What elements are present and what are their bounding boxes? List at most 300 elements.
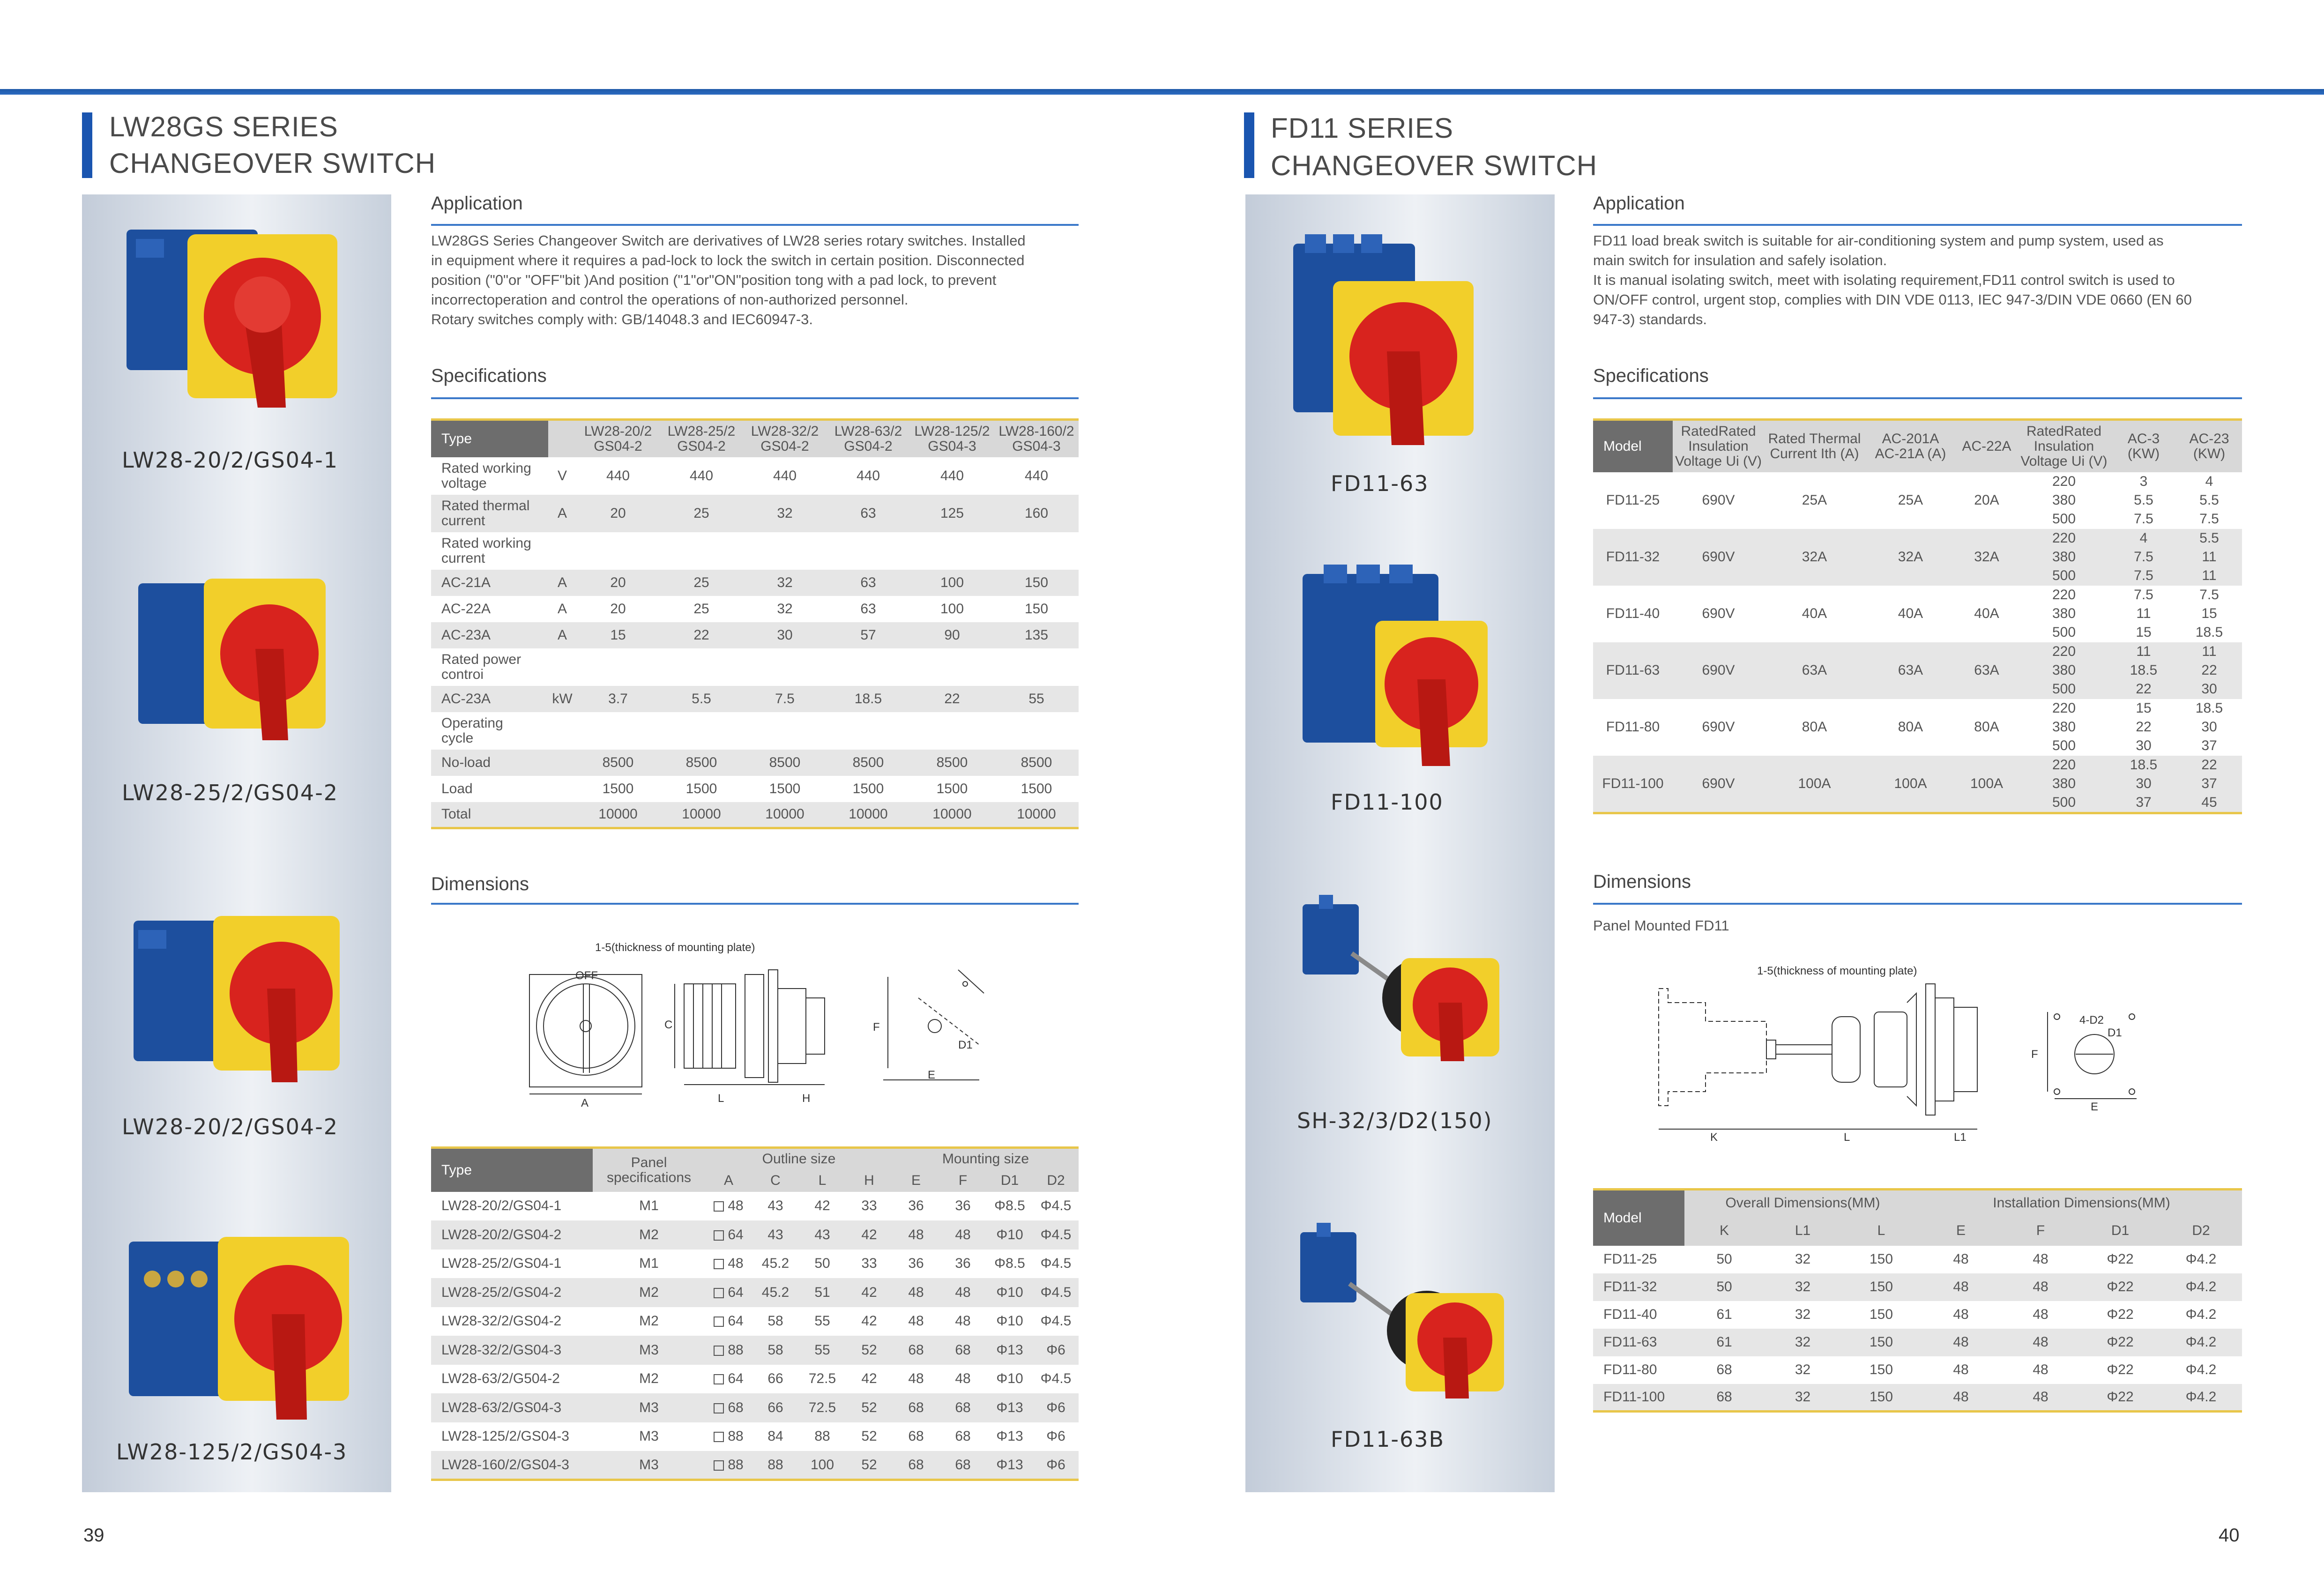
right-dimensions-table: Model Overall Dimensions(MM) Installation Dimensions(MM) K L1 L E F D1 D2 FD11-25 50 32 150 48 48 Φ22 Φ4.2 FD11-32 50 32 150 48 48 Φ22 Φ4.2 FD11-40 61 32 150 48 48 Φ22 Φ4.2 FD11-63 61 32 150 48 48 Φ22 Φ4.2 FD11-80 68 32 150 48 48 Φ22 Φ4.2 FD11-100 68 32 150 48 48 Φ22 Φ4.2 — [1593, 1188, 2242, 1413]
dim-cell: 68 — [955, 1428, 971, 1444]
right-dim-cell: 150 — [1869, 1251, 1893, 1267]
dim-cell: 66 — [767, 1371, 783, 1387]
right-spec-model: FD11-100 — [1593, 756, 1673, 813]
spec-row-unit — [548, 532, 576, 570]
right-spec-model: FD11-63 — [1593, 642, 1673, 699]
spec-cell: 125 — [910, 495, 994, 532]
right-dim-cell: 32 — [1764, 1273, 1841, 1301]
spec-cell: 440 — [940, 468, 964, 484]
dim-cell: 68 — [893, 1393, 939, 1422]
dim-cell: Φ10 — [986, 1278, 1033, 1307]
spec-row — [431, 457, 1079, 495]
spec-cell: 32 — [743, 495, 827, 532]
right-dim-cell: 48 — [2033, 1251, 2048, 1267]
spec-row — [431, 686, 1079, 712]
dim-cell: Φ4.5 — [1040, 1198, 1072, 1214]
spec-cell: 150 — [1024, 601, 1049, 617]
spec-row-label: Total — [431, 802, 548, 828]
svg-text:F: F — [2031, 1048, 2038, 1061]
right-spec-cell: 20A — [1974, 492, 1999, 508]
dim-a-cell: 64 — [705, 1278, 752, 1307]
spec-cell: 10000 — [660, 802, 743, 828]
spec-cell: 30 — [743, 622, 827, 648]
right-dim-cell: Φ22 — [2107, 1251, 2134, 1267]
spec-cell: 10000 — [827, 802, 910, 828]
right-dim-cell: Φ22 — [2080, 1273, 2160, 1301]
spec-row-label: AC-23A — [431, 686, 548, 712]
dim-cell: 52 — [861, 1428, 877, 1444]
spec-cell: 440 — [689, 468, 714, 484]
spec-cell: 15 — [576, 622, 660, 648]
right-dim-cell: Φ4.2 — [2160, 1384, 2242, 1412]
dim-a-cell: 48 — [705, 1192, 752, 1221]
right-spec-row — [1593, 756, 2242, 813]
square-icon — [714, 1403, 724, 1413]
right-spec-multi: 220 380 500 — [2052, 474, 2076, 527]
dim-cell: 45.2 — [752, 1278, 799, 1307]
right-dim-cell: Φ22 — [2080, 1329, 2160, 1356]
right-spec-cell: 25A — [1898, 492, 1923, 508]
right-dim-model: FD11-80 — [1603, 1362, 1657, 1377]
right-dim-cell: 32 — [1764, 1329, 1841, 1356]
spec-cell: 8500 — [660, 750, 743, 776]
spec-row — [431, 570, 1079, 596]
dim-cell: Φ10 — [996, 1371, 1023, 1387]
right-dim-row — [1593, 1384, 2242, 1412]
right-dim-model: FD11-40 — [1603, 1307, 1657, 1322]
square-icon — [714, 1432, 724, 1442]
right-title-line2: CHANGEOVER SWITCH — [1271, 150, 1598, 181]
spec-cell: 150 — [994, 570, 1079, 596]
spec-cell — [660, 532, 743, 570]
right-spec-model: FD11-32 — [1593, 529, 1673, 586]
right-spec-cell: 690V — [1702, 719, 1735, 735]
dim-cell: 84 — [767, 1428, 783, 1444]
dim-a-cell: 48 — [705, 1250, 752, 1279]
product-label-1: LW28-20/2/GS04-1 — [122, 447, 339, 473]
installation-dimensions-header: Installation Dimensions(MM) — [1921, 1190, 2242, 1216]
svg-text:L: L — [718, 1092, 724, 1105]
dim-cell: 72.5 — [799, 1393, 846, 1422]
dim-cell: 68 — [893, 1451, 939, 1480]
right-spec-model: FD11-80 — [1606, 719, 1660, 735]
spec-row-label: Rated working voltage — [441, 460, 531, 491]
dim-panel-header: Panel specifications — [593, 1148, 705, 1192]
spec-cell — [827, 648, 910, 686]
right-dim-cell: 48 — [2001, 1273, 2080, 1301]
product-label-4: LW28-125/2/GS04-3 — [116, 1439, 348, 1465]
spec-cell: 440 — [1024, 468, 1049, 484]
spec-row — [431, 802, 1079, 828]
right-dim-cell: 61 — [1684, 1329, 1764, 1356]
right-dim-cell: 150 — [1841, 1384, 1921, 1412]
dim-row — [431, 1336, 1079, 1365]
dim-cell: Φ4.5 — [1040, 1313, 1072, 1329]
dim-cell: 36 — [908, 1256, 924, 1272]
product-label-3: LW28-20/2/GS04-2 — [122, 1114, 339, 1139]
square-icon — [714, 1317, 724, 1327]
dim-cell: 42 — [814, 1198, 830, 1214]
square-icon — [714, 1259, 724, 1269]
dim-panel-cell: M2 — [593, 1278, 705, 1307]
spec-cell: 440 — [773, 468, 797, 484]
dim-cell: 68 — [893, 1336, 939, 1365]
dim-cell: 58 — [752, 1336, 799, 1365]
spec-cell: 100 — [940, 601, 964, 617]
right-spec-multi: 22 37 45 — [2176, 756, 2242, 813]
left-title-line2: CHANGEOVER SWITCH — [109, 148, 436, 179]
spec-row-label: Rated power controi — [441, 651, 521, 682]
spec-cell: 20 — [610, 601, 626, 617]
spec-cell: 63 — [827, 495, 910, 532]
spec-cell: 1500 — [602, 781, 634, 796]
right-dim-cell: 32 — [1795, 1307, 1811, 1322]
dim-cell: 48 — [908, 1371, 924, 1387]
dim-cell: 36 — [955, 1256, 971, 1272]
svg-text:D1: D1 — [2108, 1027, 2122, 1039]
right-dim-cell: Φ4.2 — [2185, 1251, 2217, 1267]
right-spec-row — [1593, 642, 2242, 699]
right-spec-multi: 7.5 11 15 — [2134, 587, 2153, 640]
svg-text:H: H — [802, 1092, 811, 1105]
spec-row — [431, 532, 1079, 570]
dim-cell: 42 — [846, 1278, 893, 1307]
right-dimensions-title: Dimensions — [1593, 871, 1691, 892]
dim-cell: 68 — [939, 1451, 986, 1480]
spec-row-unit: A — [557, 601, 567, 617]
dim-panel-cell: M2 — [593, 1220, 705, 1250]
spec-row-label: AC-22A — [441, 601, 491, 617]
dim-panel-cell: M3 — [593, 1336, 705, 1365]
dim-cell: 48 — [955, 1371, 971, 1387]
dim-cell: 33 — [861, 1198, 877, 1214]
right-spec-model: FD11-25 — [1606, 492, 1660, 508]
dim-cell: Φ13 — [986, 1451, 1033, 1480]
dim-panel-cell: M2 — [639, 1371, 659, 1387]
spec-cell: 25 — [693, 601, 709, 617]
spec-cell: 135 — [994, 622, 1079, 648]
spec-col-header: LW28-125/2 GS04-3 — [910, 420, 994, 457]
right-spec-cell: 63A — [1764, 642, 1865, 699]
dim-cell: 68 — [908, 1428, 924, 1444]
dim-cell: 100 — [799, 1451, 846, 1480]
dim-cell: Φ4.5 — [1033, 1220, 1079, 1250]
spec-row — [431, 622, 1079, 648]
left-dimensions-title: Dimensions — [431, 874, 529, 894]
dim-a-cell: 88 — [705, 1422, 752, 1451]
product-photo-sh-32-3-d2 — [1296, 893, 1511, 1071]
right-dim-model: FD11-100 — [1593, 1384, 1684, 1412]
spec-cell — [994, 532, 1079, 570]
spec-row-unit — [548, 648, 576, 686]
right-spec-model-header: Model — [1593, 420, 1673, 472]
right-dim-cell: 32 — [1764, 1384, 1841, 1412]
right-spec-cell: 690V — [1702, 492, 1735, 508]
right-dim-cell: 68 — [1684, 1384, 1764, 1412]
spec-row-unit — [548, 712, 576, 750]
dim-panel-cell: M3 — [593, 1393, 705, 1422]
dim-row — [431, 1393, 1079, 1422]
right-dim-cell: 32 — [1795, 1251, 1811, 1267]
right-dim-cell: 32 — [1795, 1362, 1811, 1377]
right-dim-cell: 150 — [1841, 1329, 1921, 1356]
dim-a-cell: 64 — [705, 1220, 752, 1250]
spec-cell: 20 — [576, 570, 660, 596]
dim-type-header: Type — [431, 1148, 593, 1192]
dim-cell: 88 — [814, 1428, 830, 1444]
spec-row-label: Rated thermal current — [431, 495, 548, 532]
spec-cell — [910, 532, 994, 570]
spec-cell — [743, 712, 827, 750]
dim-cell: Φ13 — [986, 1393, 1033, 1422]
dim-cell: 43 — [799, 1220, 846, 1250]
right-spec-multi: 7.5 15 18.5 — [2195, 587, 2223, 640]
svg-text:E: E — [928, 1069, 936, 1081]
right-spec-cell: 32A — [1764, 529, 1865, 586]
right-dim-cell: Φ22 — [2107, 1307, 2134, 1322]
left-spec-table — [431, 418, 1079, 829]
dim-cell: Φ6 — [1033, 1451, 1079, 1480]
spec-row-unit: V — [557, 468, 567, 484]
product-photo-fd11-100 — [1296, 560, 1497, 775]
spec-cell: 1500 — [769, 781, 801, 796]
square-icon — [714, 1230, 724, 1241]
product-photo-lw28-125-gs04-3 — [124, 1223, 358, 1434]
left-title-line1: LW28GS SERIES — [109, 111, 338, 142]
dim-cell: 43 — [767, 1198, 783, 1214]
spec-cell: 1500 — [1020, 781, 1052, 796]
right-dimension-drawing — [1654, 956, 2179, 1143]
spec-cell: 1500 — [852, 781, 884, 796]
dim-cell: 88 — [752, 1451, 799, 1480]
dim-cell: 45.2 — [761, 1256, 790, 1272]
right-dim-cell: 48 — [2033, 1307, 2048, 1322]
right-dim-cell: 50 — [1684, 1273, 1764, 1301]
spec-row — [431, 712, 1079, 750]
right-spec-cell: 25A — [1802, 492, 1827, 508]
svg-text:D1: D1 — [958, 1039, 973, 1051]
dim-cell: Φ6 — [1033, 1393, 1079, 1422]
spec-cell: 5.5 — [660, 686, 743, 712]
square-icon — [714, 1288, 724, 1298]
dim-cell: 42 — [846, 1220, 893, 1250]
right-spec-cell: 690V — [1673, 642, 1764, 699]
right-specifications-title: Specifications — [1593, 365, 1709, 386]
right-dim-cell: 48 — [1921, 1384, 2001, 1412]
right-spec-multi: 220 380 500 — [2017, 756, 2111, 813]
dim-cell: 48 — [955, 1313, 971, 1329]
right-dim-cell: Φ4.2 — [2185, 1307, 2217, 1322]
dim-row — [431, 1250, 1079, 1279]
product-label-8: FD11-63B — [1331, 1427, 1445, 1452]
right-dim-row — [1593, 1301, 2242, 1329]
spec-cell: 440 — [606, 468, 630, 484]
dim-cell: 33 — [861, 1256, 877, 1272]
right-spec-cell: 690V — [1702, 606, 1735, 621]
spec-row-label: AC-21A — [431, 570, 548, 596]
spec-cell: 10000 — [910, 802, 994, 828]
right-application-text: FD11 load break switch is suitable for air-conditioning system and pump system, used as main switch for insulation and safely isolation. It is manual isolating switch, meet with isolating requirement,FD11 control switch is used to ON/OFF control, urgent stop, complies with DIN VDE 0113, IEC 947-3/DIN VDE 0660 (EN 60 947-3) standards. — [1593, 232, 2192, 327]
spec-cell: 1500 — [936, 781, 968, 796]
right-spec-multi: 220 380 500 — [2052, 700, 2076, 753]
spec-col-header: LW28-32/2 GS04-2 — [743, 420, 827, 457]
dim-cell: 58 — [767, 1313, 783, 1329]
dim-cell: 36 — [955, 1198, 971, 1214]
right-spec-cell: 63A — [1865, 642, 1956, 699]
right-spec-multi: 220 380 500 — [2017, 529, 2111, 586]
right-dim-cell: 48 — [1953, 1307, 1969, 1322]
right-title-accent — [1244, 112, 1254, 178]
spec-col-header: LW28-160/2 GS04-3 — [994, 420, 1079, 457]
dim-cell: 68 — [939, 1393, 986, 1422]
right-dim-cell: 48 — [1953, 1251, 1969, 1267]
spec-cell: 100 — [910, 570, 994, 596]
right-dim-cell: Φ4.2 — [2160, 1273, 2242, 1301]
product-label-5: FD11-63 — [1331, 471, 1429, 496]
spec-row-label: AC-23A — [431, 622, 548, 648]
dim-type-cell: LW28-20/2/GS04-2 — [431, 1220, 593, 1250]
dim-row — [431, 1192, 1079, 1221]
dim-panel-cell: M3 — [593, 1451, 705, 1480]
dim-cell: 48 — [908, 1313, 924, 1329]
dim-cell: 66 — [752, 1393, 799, 1422]
spec-row-unit — [548, 802, 576, 828]
spec-col-header: LW28-25/2 GS04-2 — [660, 420, 743, 457]
spec-cell: 10000 — [576, 802, 660, 828]
dim-cell: 55 — [799, 1336, 846, 1365]
spec-cell — [994, 648, 1079, 686]
right-spec-cell: 80A — [1802, 719, 1827, 735]
right-dim-model-header: Model — [1593, 1190, 1684, 1246]
spec-cell: 7.5 — [743, 686, 827, 712]
dim-cell: Φ4.5 — [1040, 1371, 1072, 1387]
right-spec-model: FD11-40 — [1606, 606, 1660, 621]
product-label-2: LW28-25/2/GS04-2 — [122, 780, 339, 805]
dim-type-cell: LW28-125/2/GS04-3 — [441, 1428, 569, 1444]
spec-cell: 25 — [660, 495, 743, 532]
right-spec-multi: 4 7.5 7.5 — [2111, 529, 2176, 586]
left-application-title: Application — [431, 193, 523, 214]
right-page-number: 40 — [2219, 1525, 2240, 1546]
dim-cell: 52 — [846, 1336, 893, 1365]
spec-cell: 10000 — [994, 802, 1079, 828]
right-dim-row — [1593, 1329, 2242, 1356]
svg-text:1-5(thickness of mounting plat: 1-5(thickness of mounting plate) — [595, 941, 755, 954]
dim-cell: Φ13 — [996, 1428, 1023, 1444]
square-icon — [714, 1346, 724, 1356]
right-dim-model: FD11-63 — [1593, 1329, 1684, 1356]
dim-cell: 48 — [939, 1220, 986, 1250]
right-title-line1: FD11 SERIES — [1271, 112, 1454, 144]
left-title-accent — [82, 112, 92, 178]
spec-cell: 63 — [860, 601, 876, 617]
right-dim-cell: Φ22 — [2080, 1384, 2160, 1412]
right-dim-cell: Φ4.2 — [2160, 1329, 2242, 1356]
right-spec-cell: 100A — [1865, 756, 1956, 813]
left-dimensions-table: Type Panel specifications Outline size Mounting size A C L H E F D1 D2 LW28-20/2/GS04-1 M1 48 43 42 33 36 36 Φ8.5 Φ4.5 LW28-20/2/GS04-2 M2 64 43 43 42 48 48 Φ10 Φ4.5 LW28-25/2/GS04-1 M1 48 45.2 50 33 36 36 Φ8.5 Φ4.5 LW28-25/2/GS04-2 M2 64 45.2 51 42 48 48 Φ10 Φ4.5 LW28-32/2/GS04-2 M2 64 58 55 42 48 48 Φ10 Φ4.5 LW28-32/2/GS04-3 M3 88 58 55 52 68 68 Φ13 Φ6 LW28-63/2/G504-2 M2 64 66 72.5 42 48 48 Φ10 Φ4.5 LW28-63/2/GS04-3 M3 68 66 72.5 52 68 68 Φ13 Φ6 LW28-125/2/GS04-3 M3 88 84 88 52 68 68 Φ13 Φ6 LW28-160/2/GS04-3 M3 88 88 100 52 68 68 Φ13 Φ6 — [431, 1146, 1079, 1481]
spec-cell: 8500 — [576, 750, 660, 776]
spec-cell: 1500 — [685, 781, 717, 796]
spec-type-header: Type — [431, 420, 548, 457]
spec-cell — [743, 648, 827, 686]
dim-type-cell: LW28-63/2/G504-2 — [441, 1371, 560, 1387]
right-spec-cell: 100A — [1956, 756, 2017, 813]
panel-mounted-label: Panel Mounted FD11 — [1593, 917, 1729, 934]
left-specifications-rule — [431, 397, 1079, 399]
dim-mounting-header: Mounting size — [893, 1148, 1079, 1169]
spec-col-header: LW28-63/2 GS04-2 — [827, 420, 910, 457]
right-spec-cell: 690V — [1673, 756, 1764, 813]
svg-text:L1: L1 — [1954, 1131, 1966, 1143]
dim-cell: Φ4.5 — [1040, 1256, 1072, 1272]
dim-cell: 68 — [939, 1336, 986, 1365]
dim-row — [431, 1220, 1079, 1250]
right-application-title: Application — [1593, 193, 1685, 214]
right-spec-cell: 40A — [1974, 606, 1999, 621]
dim-cell: 50 — [814, 1256, 830, 1272]
right-dim-cell: 150 — [1869, 1307, 1893, 1322]
dim-cell: 48 — [893, 1278, 939, 1307]
right-spec-cell: 32A — [1956, 529, 2017, 586]
svg-text:K: K — [1710, 1131, 1718, 1143]
right-spec-cell: 63A — [1956, 642, 2017, 699]
right-dim-row — [1593, 1246, 2242, 1273]
right-dimensions-rule — [1593, 903, 2242, 905]
dim-cell: Φ8.5 — [994, 1256, 1025, 1272]
spec-cell: 3.7 — [576, 686, 660, 712]
dim-cell: 42 — [861, 1313, 877, 1329]
dim-type-cell: LW28-25/2/GS04-1 — [441, 1256, 562, 1272]
spec-row — [431, 750, 1079, 776]
right-spec-multi: 4 5.5 7.5 — [2199, 474, 2219, 527]
dim-cell: 48 — [939, 1278, 986, 1307]
spec-row — [431, 648, 1079, 686]
right-dim-cell: 150 — [1869, 1362, 1893, 1377]
svg-text:F: F — [873, 1021, 880, 1034]
dim-cell: 55 — [814, 1313, 830, 1329]
dim-a-cell: 68 — [705, 1393, 752, 1422]
right-dim-cell: Φ4.2 — [2185, 1362, 2217, 1377]
square-icon — [714, 1201, 724, 1212]
right-spec-cell: 40A — [1898, 606, 1923, 621]
right-dim-cell: 61 — [1716, 1307, 1732, 1322]
svg-text:C: C — [664, 1019, 673, 1031]
spec-cell: 8500 — [910, 750, 994, 776]
right-dim-cell: 48 — [1921, 1273, 2001, 1301]
dim-a-cell: 88 — [705, 1451, 752, 1480]
spec-cell: 55 — [994, 686, 1079, 712]
product-photo-lw28-25-gs04-2 — [134, 569, 335, 757]
spec-cell — [994, 712, 1079, 750]
right-dim-cell: 50 — [1716, 1251, 1732, 1267]
left-dimension-drawing — [515, 932, 1031, 1110]
dim-cell: Φ6 — [1033, 1336, 1079, 1365]
spec-cell: 20 — [576, 495, 660, 532]
right-dim-model: FD11-32 — [1593, 1273, 1684, 1301]
product-photo-lw28-20-gs04-2 — [129, 902, 349, 1099]
dim-panel-cell: M1 — [639, 1256, 659, 1272]
dim-cell: 48 — [893, 1220, 939, 1250]
dim-type-cell: LW28-20/2/GS04-1 — [441, 1198, 562, 1214]
dim-row — [431, 1278, 1079, 1307]
dim-row — [431, 1365, 1079, 1394]
dim-cell: Φ4.5 — [1033, 1278, 1079, 1307]
dim-cell: 52 — [846, 1393, 893, 1422]
dim-type-cell: LW28-63/2/GS04-3 — [431, 1393, 593, 1422]
left-application-rule — [431, 224, 1079, 226]
spec-row-label: Rated working current — [441, 535, 531, 566]
dim-cell: Φ8.5 — [994, 1198, 1025, 1214]
